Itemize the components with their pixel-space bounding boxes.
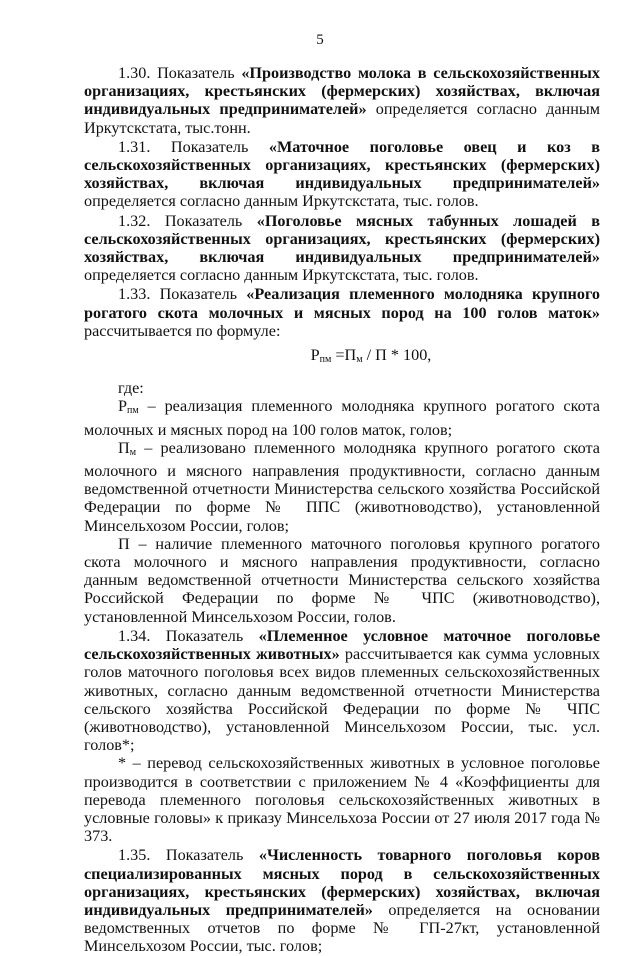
- item-number: 1.31.: [118, 137, 151, 156]
- paragraph-1-33: 1.33. Показатель «Реализация племенного молодняка крупного рогатого скота молочных и мясных пород на 100 голов маток» рассчитывается по формуле:: [84, 285, 600, 340]
- paragraph-1-34: 1.34. Показатель «Племенное условное маточное поголовье сельскохозяйственных животных» рассчитывается как сумма условных голов маточного поголовья всех видов племенных сельскохозяйственных животных, согласно данным ведомственной отчетности Министерства сельского хозяйства Российской Федерации по форме № ЧПС (животноводство), установленной Минсельхозом России, тыс. усл. голов*;: [84, 626, 601, 755]
- item-number: 1.33.: [118, 285, 151, 304]
- item-number: 1.34.: [118, 626, 151, 645]
- item-number: 1.35.: [118, 846, 151, 865]
- paragraph-1-31: 1.31. Показатель «Маточное поголовье овец и коз в сельскохозяйственных организациях, крестьянских (фермерских) хозяйствах, включая индивидуальных предпринимателей» определяется согласно данным Иркутскстата, тыс. голов.: [84, 137, 600, 211]
- paragraph-1-35: 1.35. Показатель «Численность товарного поголовья коров специализированных мясных пород в сельскохозяйственных организациях, крестьянских (фермерских) хозяйствах, включая индивидуальных предпринимателей» определяется на основании ведомственных отчетов по форме № ГП-27кт, установленной Минсельхозом России, тыс. голов;: [84, 846, 600, 956]
- indicator-title: «Поголовье мясных табунных лошадей в сельскохозяйственных организациях, крестьянских (фермерских) хозяйствах, включая индивидуальных предпринимателей»: [84, 211, 601, 267]
- where-label: где:: [118, 379, 144, 398]
- indicator-title: «Численность товарного поголовья коров специализированных мясных пород в сельскохозяйственных организациях, крестьянских (фермерских) хозяйствах, включая индивидуальных предпринимателей»: [84, 846, 600, 919]
- definition-p: П – наличие племенного маточного поголовья крупного рогатого скота молочного и мясного направления продуктивности, согласно данным ведомственной отчетности Министерства сельского хозяйства Российской Федерации по форме № ЧПС (животноводство), установленной Минсельхозом России, голов.: [84, 534, 600, 626]
- definition-rpm: $Р_{пм}$ – реализация племенного молодняка крупного рогатого скота молочных и мясных пород на 100 голов маток, голов;: [84, 397, 600, 439]
- footnote: * – перевод сельскохозяйственных животных в условное поголовье производится в соответствии с приложением № 4 «Коэффициенты для перевода племенного поголовья сельскохозяйственных животных в условные головы» к приказу Минсельхоза России от 27 июля 2017 года № 373.: [84, 754, 600, 846]
- paragraph-1-32: 1.32. Показатель «Поголовье мясных табунных лошадей в сельскохозяйственных организациях, крестьянских (фермерских) хозяйствах, включая индивидуальных предпринимателей» определяется согласно данным Иркутскстата, тыс. голов.: [84, 211, 601, 285]
- item-number: 1.30.: [118, 64, 151, 82]
- definition-pm: $П_м$ – реализовано племенного молодняка крупного рогатого скота молочного и мясного направления продуктивности, согласно данным ведомственной отчетности Министерства сельского хозяйства Российской Федерации по форме № ППС (животноводство), установленной Минсельхозом России, голов;: [84, 438, 600, 535]
- paragraph-1-30: 1.30. Показатель «Производство молока в сельскохозяйственных организациях, крестьянских (фермерских) хозяйствах, включая индивидуальных предпринимателей» определяется согласно данным Иркутскстата, тыс.тонн.: [84, 64, 601, 137]
- indicator-title: «Реализация племенного молодняка крупного рогатого скота молочных и мясных пород на 100 голов маток»: [84, 285, 600, 322]
- indicator-title: «Маточное поголовье овец и коз в сельскохозяйственных организациях, крестьянских (фермерских) хозяйствах, включая индивидуальных предпринимателей»: [84, 137, 600, 193]
- indicator-title: «Производство молока в сельскохозяйственных организациях, крестьянских (фермерских) хозяйствах, включая индивидуальных предпринимателей»: [84, 64, 601, 119]
- formula: $Р_{пм} =П_м / П * 100$,: [310, 346, 432, 366]
- indicator-title: «Племенное условное маточное поголовье сельскохозяйственных животных»: [84, 626, 601, 664]
- item-number: 1.32.: [118, 211, 151, 230]
- page-number: 5: [316, 32, 324, 48]
- document-body: [84, 64, 600, 956]
